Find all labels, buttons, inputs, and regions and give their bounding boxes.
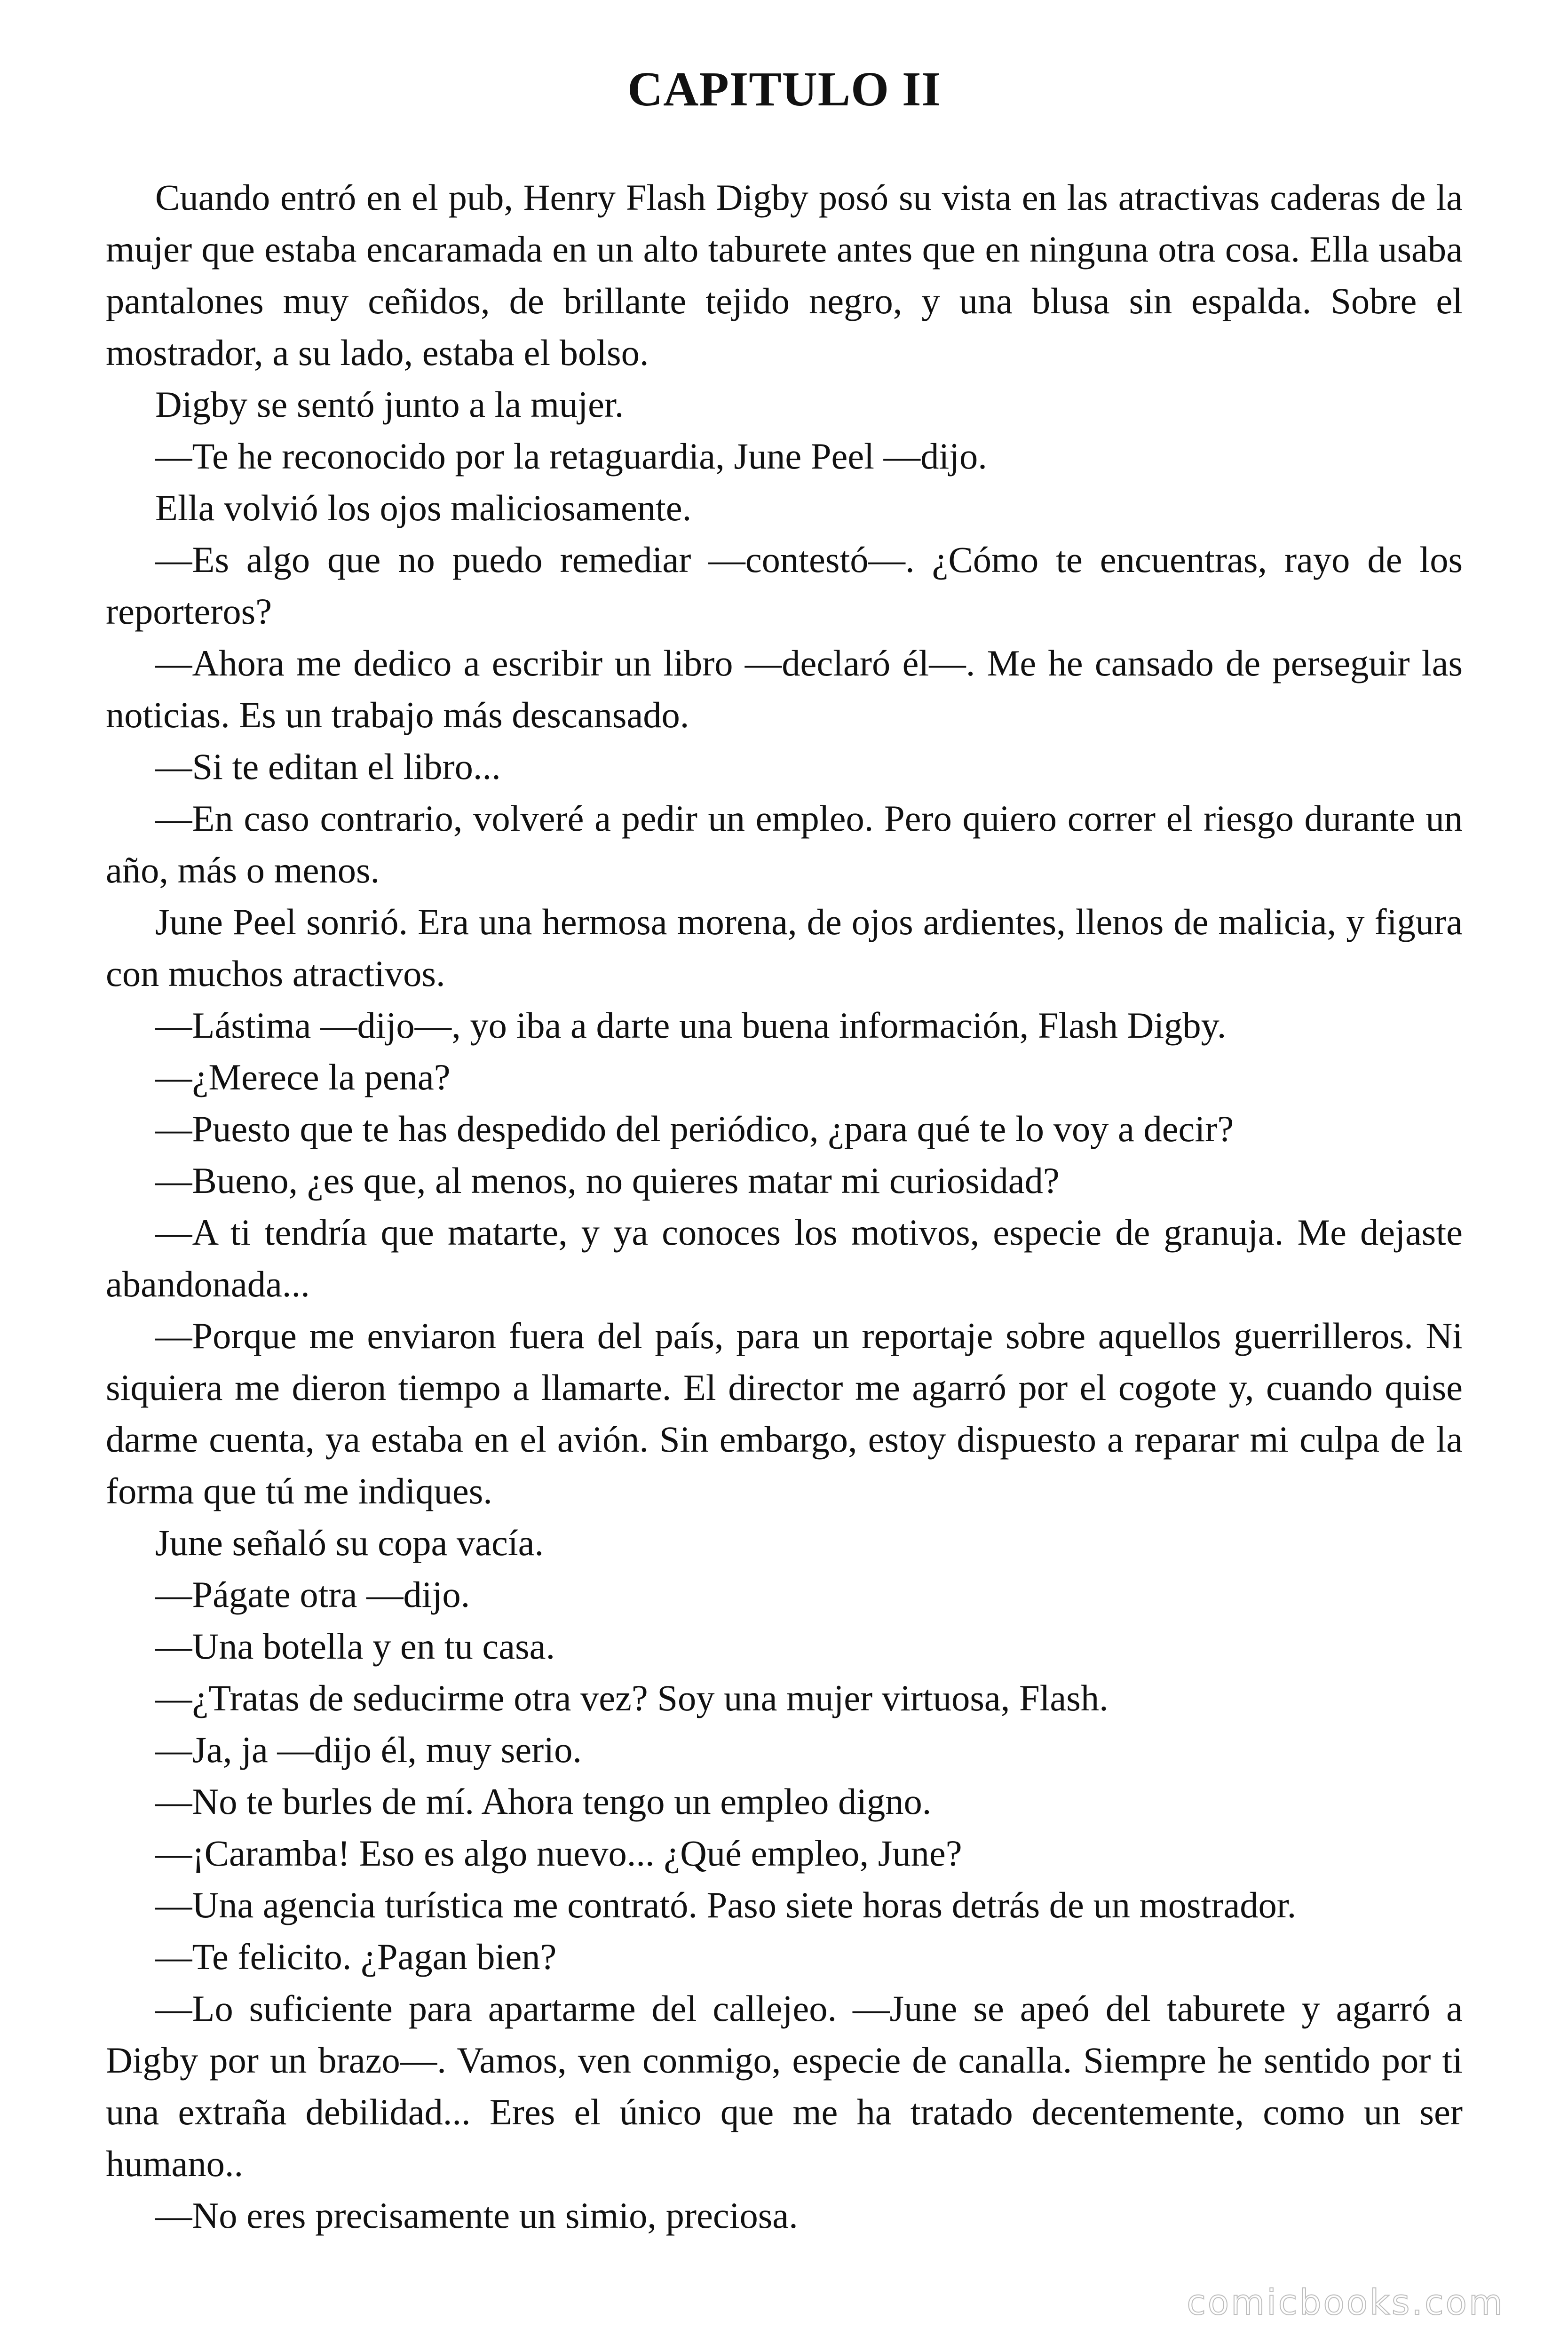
paragraph: —No te burles de mí. Ahora tengo un empleo digno.	[155, 1781, 932, 1822]
paragraph: —¿Tratas de seducirme otra vez? Soy una mujer virtuosa, Flash.	[155, 1677, 1109, 1718]
paragraph: —Lo suficiente para apartarme del callejeo. —June se apeó del taburete y agarró a Digby por un brazo—. Vamos, ven conmigo, especie de canalla. Siempre he sentido por ti una extraña debilidad... Eres el único que me ha tratado decentemente, como un ser humano..	[106, 1988, 1463, 2184]
paragraph: Ella volvió los ojos maliciosamente.	[155, 487, 692, 528]
paragraph: —Lástima —dijo—, yo iba a darte una buena información, Flash Digby.	[155, 1005, 1227, 1046]
paragraph: —Una agencia turística me contrató. Paso siete horas detrás de un mostrador.	[155, 1884, 1297, 1925]
paragraph: —Ahora me dedico a escribir un libro —declaró él—. Me he cansado de perseguir las noticias. Es un trabajo más descansado.	[106, 643, 1463, 735]
paragraph: —Una botella y en tu casa.	[155, 1626, 555, 1667]
paragraph: June señaló su copa vacía.	[155, 1522, 544, 1563]
paragraph: —Es algo que no puedo remediar —contestó—. ¿Cómo te encuentras, rayo de los reporteros?	[106, 539, 1463, 632]
paragraph: Cuando entró en el pub, Henry Flash Digby posó su vista en las atractivas caderas de la mujer que estaba encaramada en un alto taburete antes que en ninguna otra cosa. Ella usaba pantalones muy ceñidos, de brillante tejido negro, y una blusa sin espalda. Sobre el mostrador, a su lado, estaba el bolso.	[106, 177, 1463, 373]
paragraph: Digby se sentó junto a la mujer.	[155, 384, 624, 425]
paragraph: —Bueno, ¿es que, al menos, no quieres matar mi curiosidad?	[155, 1160, 1060, 1201]
paragraph: —No eres precisamente un simio, preciosa.	[155, 2195, 798, 2236]
paragraph: —En caso contrario, volveré a pedir un empleo. Pero quiero correr el riesgo durante un año, más o menos.	[106, 798, 1463, 890]
paragraph: —¡Caramba! Eso es algo nuevo... ¿Qué empleo, June?	[155, 1833, 962, 1874]
paragraph: —Puesto que te has despedido del periódico, ¿para qué te lo voy a decir?	[155, 1108, 1234, 1149]
paragraph: —Si te editan el libro...	[155, 746, 501, 787]
paragraph: —Te felicito. ¿Pagan bien?	[155, 1936, 557, 1977]
chapter-title: CAPITULO II	[627, 62, 941, 116]
book-page	[106, 56, 1463, 2241]
paragraph: —Ja, ja —dijo él, muy serio.	[155, 1729, 582, 1770]
watermark: comicbooks.com	[1187, 2282, 1505, 2323]
paragraph: —A ti tendría que matarte, y ya conoces los motivos, especie de granuja. Me dejaste abandonada...	[106, 1212, 1463, 1304]
paragraph: —Te he reconocido por la retaguardia, June Peel —dijo.	[155, 436, 987, 477]
chapter-body	[106, 172, 1463, 2241]
paragraph: —Porque me enviaron fuera del país, para un reportaje sobre aquellos guerrilleros. Ni siquiera me dieron tiempo a llamarte. El director me agarró por el cogote y, cuando quise darme cuenta, ya estaba en el avión. Sin embargo, estoy dispuesto a reparar mi culpa de la forma que tú me indiques.	[106, 1315, 1463, 1511]
paragraph: June Peel sonrió. Era una hermosa morena, de ojos ardientes, llenos de malicia, y figura con muchos atractivos.	[106, 901, 1463, 994]
paragraph: —Págate otra —dijo.	[155, 1574, 470, 1615]
paragraph: —¿Merece la pena?	[155, 1057, 451, 1097]
